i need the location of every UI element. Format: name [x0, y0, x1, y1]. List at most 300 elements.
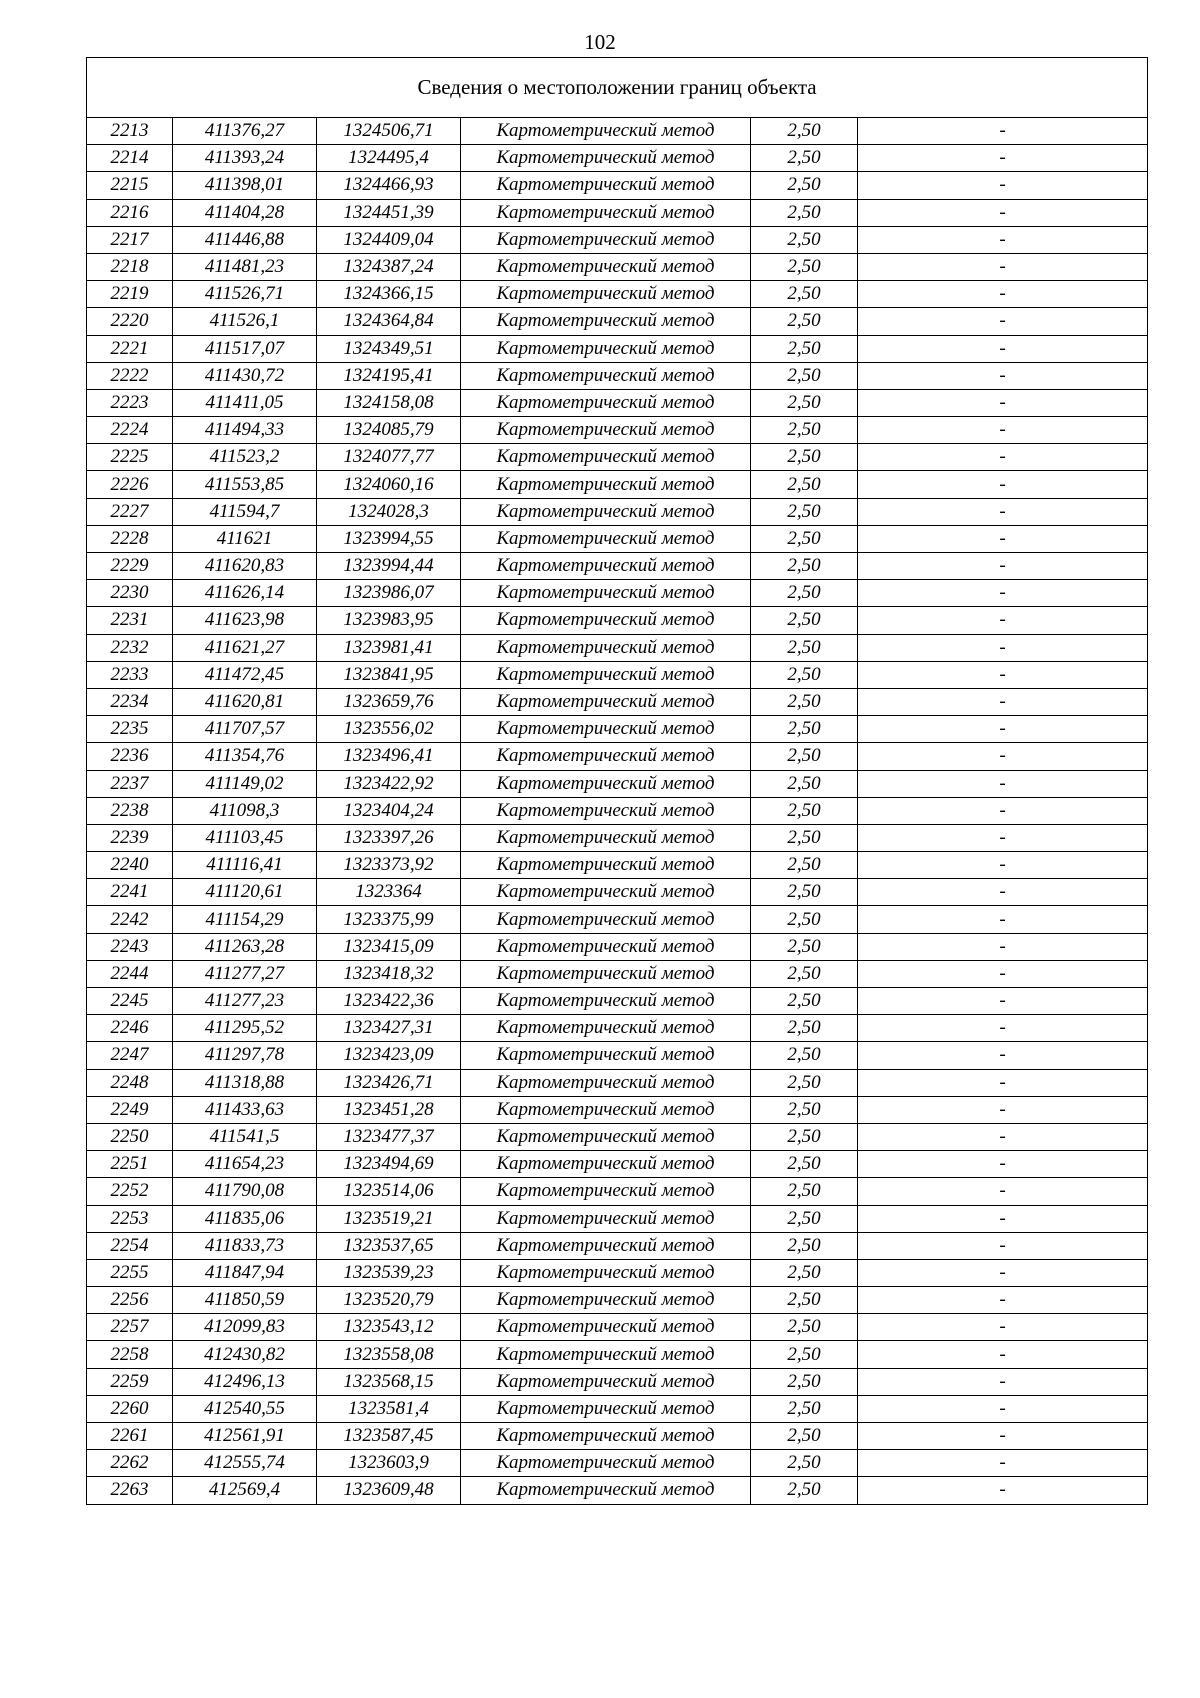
- method-cell: Картометрический метод: [461, 1395, 751, 1422]
- table-row: [87, 226, 1148, 253]
- method-cell: Картометрический метод: [461, 525, 751, 552]
- y-coordinate-cell: 1324028,3: [317, 498, 461, 525]
- table-row: [87, 852, 1148, 879]
- method-cell: Картометрический метод: [461, 933, 751, 960]
- x-coordinate-cell: 411154,29: [173, 906, 317, 933]
- accuracy-cell: 2,50: [751, 498, 858, 525]
- x-coordinate-cell: 411318,88: [173, 1069, 317, 1096]
- accuracy-cell: 2,50: [751, 281, 858, 308]
- method-cell: Картометрический метод: [461, 1450, 751, 1477]
- y-coordinate-cell: 1323581,4: [317, 1395, 461, 1422]
- method-cell: Картометрический метод: [461, 1123, 751, 1150]
- table-row: [87, 607, 1148, 634]
- table-row: [87, 417, 1148, 444]
- point-number-cell: 2233: [87, 661, 173, 688]
- y-coordinate-cell: 1324466,93: [317, 172, 461, 199]
- x-coordinate-cell: 411404,28: [173, 199, 317, 226]
- x-coordinate-cell: 411594,7: [173, 498, 317, 525]
- method-cell: Картометрический метод: [461, 118, 751, 145]
- x-coordinate-cell: 411481,23: [173, 253, 317, 280]
- description-cell: -: [858, 607, 1148, 634]
- description-cell: -: [858, 688, 1148, 715]
- point-number-cell: 2221: [87, 335, 173, 362]
- table-row: [87, 1395, 1148, 1422]
- point-number-cell: 2246: [87, 1015, 173, 1042]
- description-cell: -: [858, 661, 1148, 688]
- description-cell: -: [858, 879, 1148, 906]
- method-cell: Картометрический метод: [461, 607, 751, 634]
- table-row: [87, 824, 1148, 851]
- accuracy-cell: 2,50: [751, 308, 858, 335]
- y-coordinate-cell: 1323994,55: [317, 525, 461, 552]
- description-cell: -: [858, 362, 1148, 389]
- y-coordinate-cell: 1323494,69: [317, 1151, 461, 1178]
- description-cell: -: [858, 1178, 1148, 1205]
- description-cell: -: [858, 199, 1148, 226]
- accuracy-cell: 2,50: [751, 1450, 858, 1477]
- accuracy-cell: 2,50: [751, 1341, 858, 1368]
- accuracy-cell: 2,50: [751, 988, 858, 1015]
- accuracy-cell: 2,50: [751, 960, 858, 987]
- accuracy-cell: 2,50: [751, 199, 858, 226]
- y-coordinate-cell: 1323519,21: [317, 1205, 461, 1232]
- x-coordinate-cell: 411149,02: [173, 770, 317, 797]
- point-number-cell: 2257: [87, 1314, 173, 1341]
- point-number-cell: 2213: [87, 118, 173, 145]
- y-coordinate-cell: 1323983,95: [317, 607, 461, 634]
- table-row: [87, 471, 1148, 498]
- x-coordinate-cell: 411411,05: [173, 389, 317, 416]
- description-cell: -: [858, 525, 1148, 552]
- method-cell: Картометрический метод: [461, 743, 751, 770]
- table-row: [87, 362, 1148, 389]
- y-coordinate-cell: 1324085,79: [317, 417, 461, 444]
- description-cell: -: [858, 1232, 1148, 1259]
- y-coordinate-cell: 1323558,08: [317, 1341, 461, 1368]
- point-number-cell: 2224: [87, 417, 173, 444]
- description-cell: -: [858, 933, 1148, 960]
- method-cell: Картометрический метод: [461, 1341, 751, 1368]
- accuracy-cell: 2,50: [751, 172, 858, 199]
- x-coordinate-cell: 411620,81: [173, 688, 317, 715]
- method-cell: Картометрический метод: [461, 879, 751, 906]
- table-title-row: [87, 58, 1148, 118]
- accuracy-cell: 2,50: [751, 145, 858, 172]
- accuracy-cell: 2,50: [751, 933, 858, 960]
- method-cell: Картометрический метод: [461, 281, 751, 308]
- method-cell: Картометрический метод: [461, 199, 751, 226]
- y-coordinate-cell: 1323404,24: [317, 797, 461, 824]
- point-number-cell: 2222: [87, 362, 173, 389]
- x-coordinate-cell: 411430,72: [173, 362, 317, 389]
- table-body: [87, 58, 1148, 1505]
- y-coordinate-cell: 1323556,02: [317, 716, 461, 743]
- method-cell: Картометрический метод: [461, 1232, 751, 1259]
- x-coordinate-cell: 411707,57: [173, 716, 317, 743]
- table-row: [87, 335, 1148, 362]
- method-cell: Картометрический метод: [461, 1069, 751, 1096]
- x-coordinate-cell: 411354,76: [173, 743, 317, 770]
- accuracy-cell: 2,50: [751, 335, 858, 362]
- point-number-cell: 2215: [87, 172, 173, 199]
- table-row: [87, 797, 1148, 824]
- method-cell: Картометрический метод: [461, 1205, 751, 1232]
- x-coordinate-cell: 411103,45: [173, 824, 317, 851]
- table-row: [87, 1069, 1148, 1096]
- description-cell: -: [858, 389, 1148, 416]
- method-cell: Картометрический метод: [461, 906, 751, 933]
- x-coordinate-cell: 411621: [173, 525, 317, 552]
- accuracy-cell: 2,50: [751, 253, 858, 280]
- table-row: [87, 498, 1148, 525]
- point-number-cell: 2220: [87, 308, 173, 335]
- table-row: [87, 118, 1148, 145]
- method-cell: Картометрический метод: [461, 172, 751, 199]
- accuracy-cell: 2,50: [751, 1205, 858, 1232]
- y-coordinate-cell: 1324158,08: [317, 389, 461, 416]
- point-number-cell: 2258: [87, 1341, 173, 1368]
- accuracy-cell: 2,50: [751, 716, 858, 743]
- table-row: [87, 1287, 1148, 1314]
- table-row: [87, 1042, 1148, 1069]
- point-number-cell: 2231: [87, 607, 173, 634]
- method-cell: Картометрический метод: [461, 797, 751, 824]
- table-row: [87, 770, 1148, 797]
- table-row: [87, 525, 1148, 552]
- y-coordinate-cell: 1323451,28: [317, 1096, 461, 1123]
- description-cell: -: [858, 824, 1148, 851]
- y-coordinate-cell: 1323587,45: [317, 1423, 461, 1450]
- x-coordinate-cell: 412569,4: [173, 1477, 317, 1504]
- accuracy-cell: 2,50: [751, 1287, 858, 1314]
- accuracy-cell: 2,50: [751, 770, 858, 797]
- accuracy-cell: 2,50: [751, 553, 858, 580]
- x-coordinate-cell: 411433,63: [173, 1096, 317, 1123]
- accuracy-cell: 2,50: [751, 797, 858, 824]
- method-cell: Картометрический метод: [461, 1287, 751, 1314]
- point-number-cell: 2239: [87, 824, 173, 851]
- y-coordinate-cell: 1324060,16: [317, 471, 461, 498]
- x-coordinate-cell: 411847,94: [173, 1259, 317, 1286]
- table-row: [87, 389, 1148, 416]
- accuracy-cell: 2,50: [751, 661, 858, 688]
- y-coordinate-cell: 1324366,15: [317, 281, 461, 308]
- method-cell: Картометрический метод: [461, 634, 751, 661]
- description-cell: -: [858, 1151, 1148, 1178]
- accuracy-cell: 2,50: [751, 1395, 858, 1422]
- point-number-cell: 2223: [87, 389, 173, 416]
- point-number-cell: 2249: [87, 1096, 173, 1123]
- x-coordinate-cell: 411398,01: [173, 172, 317, 199]
- point-number-cell: 2243: [87, 933, 173, 960]
- x-coordinate-cell: 412555,74: [173, 1450, 317, 1477]
- table-row: [87, 145, 1148, 172]
- description-cell: -: [858, 444, 1148, 471]
- method-cell: Картометрический метод: [461, 417, 751, 444]
- description-cell: -: [858, 308, 1148, 335]
- description-cell: -: [858, 145, 1148, 172]
- accuracy-cell: 2,50: [751, 1477, 858, 1504]
- x-coordinate-cell: 411376,27: [173, 118, 317, 145]
- description-cell: -: [858, 988, 1148, 1015]
- x-coordinate-cell: 411098,3: [173, 797, 317, 824]
- table-row: [87, 1151, 1148, 1178]
- accuracy-cell: 2,50: [751, 1069, 858, 1096]
- accuracy-cell: 2,50: [751, 879, 858, 906]
- accuracy-cell: 2,50: [751, 1314, 858, 1341]
- table-row: [87, 879, 1148, 906]
- x-coordinate-cell: 411263,28: [173, 933, 317, 960]
- x-coordinate-cell: 411553,85: [173, 471, 317, 498]
- table-row: [87, 1259, 1148, 1286]
- accuracy-cell: 2,50: [751, 607, 858, 634]
- x-coordinate-cell: 411790,08: [173, 1178, 317, 1205]
- point-number-cell: 2261: [87, 1423, 173, 1450]
- y-coordinate-cell: 1323543,12: [317, 1314, 461, 1341]
- method-cell: Картометрический метод: [461, 1259, 751, 1286]
- method-cell: Картометрический метод: [461, 1477, 751, 1504]
- point-number-cell: 2217: [87, 226, 173, 253]
- y-coordinate-cell: 1323986,07: [317, 580, 461, 607]
- x-coordinate-cell: 411833,73: [173, 1232, 317, 1259]
- description-cell: -: [858, 1395, 1148, 1422]
- table-row: [87, 1423, 1148, 1450]
- table-row: [87, 553, 1148, 580]
- y-coordinate-cell: 1323415,09: [317, 933, 461, 960]
- method-cell: Картометрический метод: [461, 1423, 751, 1450]
- y-coordinate-cell: 1323539,23: [317, 1259, 461, 1286]
- description-cell: -: [858, 1287, 1148, 1314]
- y-coordinate-cell: 1323477,37: [317, 1123, 461, 1150]
- table-row: [87, 253, 1148, 280]
- table-row: [87, 688, 1148, 715]
- description-cell: -: [858, 471, 1148, 498]
- point-number-cell: 2238: [87, 797, 173, 824]
- y-coordinate-cell: 1323418,32: [317, 960, 461, 987]
- point-number-cell: 2240: [87, 852, 173, 879]
- method-cell: Картометрический метод: [461, 716, 751, 743]
- method-cell: Картометрический метод: [461, 1314, 751, 1341]
- x-coordinate-cell: 411277,27: [173, 960, 317, 987]
- method-cell: Картометрический метод: [461, 444, 751, 471]
- accuracy-cell: 2,50: [751, 824, 858, 851]
- accuracy-cell: 2,50: [751, 1232, 858, 1259]
- method-cell: Картометрический метод: [461, 1368, 751, 1395]
- description-cell: -: [858, 1423, 1148, 1450]
- point-number-cell: 2218: [87, 253, 173, 280]
- method-cell: Картометрический метод: [461, 1042, 751, 1069]
- point-number-cell: 2241: [87, 879, 173, 906]
- table-row: [87, 199, 1148, 226]
- point-number-cell: 2228: [87, 525, 173, 552]
- description-cell: -: [858, 743, 1148, 770]
- accuracy-cell: 2,50: [751, 1368, 858, 1395]
- y-coordinate-cell: 1323659,76: [317, 688, 461, 715]
- point-number-cell: 2244: [87, 960, 173, 987]
- description-cell: -: [858, 1341, 1148, 1368]
- method-cell: Картометрический метод: [461, 145, 751, 172]
- y-coordinate-cell: 1323375,99: [317, 906, 461, 933]
- method-cell: Картометрический метод: [461, 226, 751, 253]
- x-coordinate-cell: 412099,83: [173, 1314, 317, 1341]
- point-number-cell: 2227: [87, 498, 173, 525]
- method-cell: Картометрический метод: [461, 661, 751, 688]
- x-coordinate-cell: 411446,88: [173, 226, 317, 253]
- point-number-cell: 2262: [87, 1450, 173, 1477]
- x-coordinate-cell: 411277,23: [173, 988, 317, 1015]
- description-cell: -: [858, 498, 1148, 525]
- boundary-coordinates-table: [86, 57, 1148, 1505]
- method-cell: Картометрический метод: [461, 1178, 751, 1205]
- description-cell: -: [858, 797, 1148, 824]
- accuracy-cell: 2,50: [751, 1015, 858, 1042]
- accuracy-cell: 2,50: [751, 1123, 858, 1150]
- x-coordinate-cell: 411850,59: [173, 1287, 317, 1314]
- description-cell: -: [858, 172, 1148, 199]
- x-coordinate-cell: 411295,52: [173, 1015, 317, 1042]
- y-coordinate-cell: 1324349,51: [317, 335, 461, 362]
- x-coordinate-cell: 411472,45: [173, 661, 317, 688]
- y-coordinate-cell: 1323422,36: [317, 988, 461, 1015]
- description-cell: -: [858, 1259, 1148, 1286]
- accuracy-cell: 2,50: [751, 471, 858, 498]
- table-row: [87, 1015, 1148, 1042]
- y-coordinate-cell: 1323514,06: [317, 1178, 461, 1205]
- table-row: [87, 1450, 1148, 1477]
- description-cell: -: [858, 118, 1148, 145]
- description-cell: -: [858, 417, 1148, 444]
- accuracy-cell: 2,50: [751, 417, 858, 444]
- description-cell: -: [858, 1368, 1148, 1395]
- description-cell: -: [858, 1314, 1148, 1341]
- table-row: [87, 1341, 1148, 1368]
- x-coordinate-cell: 412540,55: [173, 1395, 317, 1422]
- y-coordinate-cell: 1323422,92: [317, 770, 461, 797]
- method-cell: Картометрический метод: [461, 1096, 751, 1123]
- description-cell: -: [858, 1205, 1148, 1232]
- accuracy-cell: 2,50: [751, 1042, 858, 1069]
- point-number-cell: 2235: [87, 716, 173, 743]
- method-cell: Картометрический метод: [461, 335, 751, 362]
- accuracy-cell: 2,50: [751, 389, 858, 416]
- table-row: [87, 933, 1148, 960]
- x-coordinate-cell: 411626,14: [173, 580, 317, 607]
- description-cell: -: [858, 335, 1148, 362]
- description-cell: -: [858, 1069, 1148, 1096]
- method-cell: Картометрический метод: [461, 960, 751, 987]
- method-cell: Картометрический метод: [461, 308, 751, 335]
- point-number-cell: 2230: [87, 580, 173, 607]
- point-number-cell: 2247: [87, 1042, 173, 1069]
- x-coordinate-cell: 411526,1: [173, 308, 317, 335]
- description-cell: -: [858, 553, 1148, 580]
- method-cell: Картометрический метод: [461, 852, 751, 879]
- y-coordinate-cell: 1323373,92: [317, 852, 461, 879]
- accuracy-cell: 2,50: [751, 362, 858, 389]
- x-coordinate-cell: 411654,23: [173, 1151, 317, 1178]
- description-cell: -: [858, 1015, 1148, 1042]
- method-cell: Картометрический метод: [461, 1015, 751, 1042]
- accuracy-cell: 2,50: [751, 1178, 858, 1205]
- accuracy-cell: 2,50: [751, 580, 858, 607]
- table-row: [87, 1314, 1148, 1341]
- x-coordinate-cell: 412561,91: [173, 1423, 317, 1450]
- method-cell: Картометрический метод: [461, 580, 751, 607]
- point-number-cell: 2229: [87, 553, 173, 580]
- accuracy-cell: 2,50: [751, 688, 858, 715]
- method-cell: Картометрический метод: [461, 362, 751, 389]
- y-coordinate-cell: 1323568,15: [317, 1368, 461, 1395]
- point-number-cell: 2245: [87, 988, 173, 1015]
- table-row: [87, 1232, 1148, 1259]
- table-row: [87, 1096, 1148, 1123]
- table-row: [87, 1123, 1148, 1150]
- accuracy-cell: 2,50: [751, 906, 858, 933]
- description-cell: -: [858, 281, 1148, 308]
- accuracy-cell: 2,50: [751, 743, 858, 770]
- accuracy-cell: 2,50: [751, 1096, 858, 1123]
- x-coordinate-cell: 411393,24: [173, 145, 317, 172]
- x-coordinate-cell: 411120,61: [173, 879, 317, 906]
- y-coordinate-cell: 1324077,77: [317, 444, 461, 471]
- method-cell: Картометрический метод: [461, 471, 751, 498]
- y-coordinate-cell: 1324451,39: [317, 199, 461, 226]
- method-cell: Картометрический метод: [461, 553, 751, 580]
- method-cell: Картометрический метод: [461, 1151, 751, 1178]
- table-row: [87, 960, 1148, 987]
- x-coordinate-cell: 411523,2: [173, 444, 317, 471]
- y-coordinate-cell: 1323609,48: [317, 1477, 461, 1504]
- description-cell: -: [858, 960, 1148, 987]
- description-cell: -: [858, 716, 1148, 743]
- method-cell: Картометрический метод: [461, 389, 751, 416]
- point-number-cell: 2252: [87, 1178, 173, 1205]
- point-number-cell: 2236: [87, 743, 173, 770]
- x-coordinate-cell: 411621,27: [173, 634, 317, 661]
- point-number-cell: 2248: [87, 1069, 173, 1096]
- x-coordinate-cell: 411526,71: [173, 281, 317, 308]
- y-coordinate-cell: 1323994,44: [317, 553, 461, 580]
- accuracy-cell: 2,50: [751, 226, 858, 253]
- point-number-cell: 2260: [87, 1395, 173, 1422]
- page-number: 102: [584, 30, 616, 54]
- table-row: [87, 172, 1148, 199]
- table-row: [87, 444, 1148, 471]
- x-coordinate-cell: 411541,5: [173, 1123, 317, 1150]
- point-number-cell: 2254: [87, 1232, 173, 1259]
- point-number-cell: 2225: [87, 444, 173, 471]
- x-coordinate-cell: 411620,83: [173, 553, 317, 580]
- point-number-cell: 2256: [87, 1287, 173, 1314]
- table-row: [87, 580, 1148, 607]
- description-cell: -: [858, 1450, 1148, 1477]
- table-row: [87, 1178, 1148, 1205]
- x-coordinate-cell: 411116,41: [173, 852, 317, 879]
- x-coordinate-cell: 411494,33: [173, 417, 317, 444]
- table-row: [87, 716, 1148, 743]
- point-number-cell: 2226: [87, 471, 173, 498]
- y-coordinate-cell: 1323603,9: [317, 1450, 461, 1477]
- accuracy-cell: 2,50: [751, 1151, 858, 1178]
- table-row: [87, 308, 1148, 335]
- point-number-cell: 2259: [87, 1368, 173, 1395]
- y-coordinate-cell: 1324387,24: [317, 253, 461, 280]
- y-coordinate-cell: 1324195,41: [317, 362, 461, 389]
- method-cell: Картометрический метод: [461, 770, 751, 797]
- description-cell: -: [858, 580, 1148, 607]
- y-coordinate-cell: 1323397,26: [317, 824, 461, 851]
- table-row: [87, 281, 1148, 308]
